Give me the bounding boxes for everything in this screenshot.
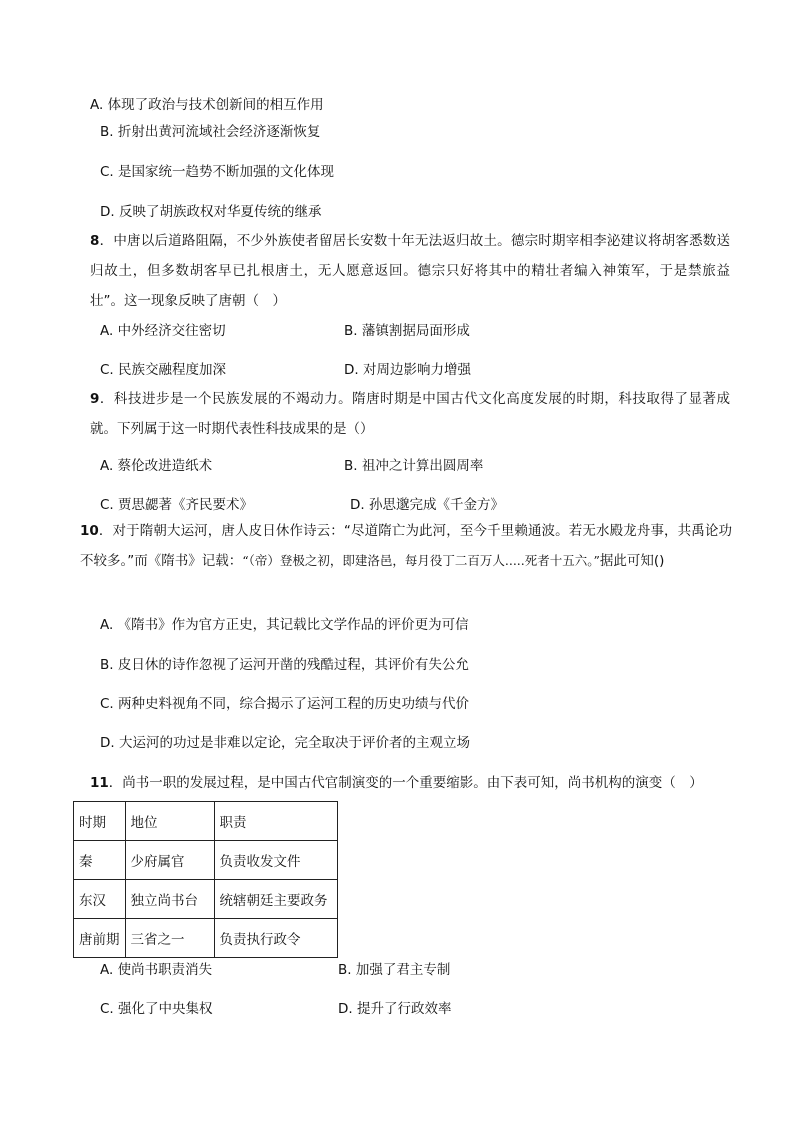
q9-option-a: A. 蔡伦改进造纸术 bbox=[100, 458, 213, 474]
q11-option-b: B. 加强了君主专制 bbox=[338, 962, 451, 978]
table-header-row bbox=[74, 802, 338, 841]
q11-option-d: D. 提升了行政效率 bbox=[338, 1001, 452, 1017]
question-10 bbox=[80, 516, 732, 576]
question-8-stem: ．中唐以后道路阻隔，不少外族使者留居长安数十年无法返归故土。德宗时期宰相李泌建议将胡客悉数送归故土，但多数胡客早已扎根唐土，无人愿意返回。德宗只好将其中的精壮者编入神策军，于是禁旅益壮”。这一现象反映了唐朝（ ） bbox=[90, 233, 730, 309]
table-row bbox=[74, 841, 338, 880]
q11-option-a: A. 使尚书职责消失 bbox=[100, 962, 213, 978]
table-header-duty: 职责 bbox=[214, 802, 337, 841]
q10-option-c: C. 两种史料视角不同，综合揭示了运河工程的历史功绩与代价 bbox=[100, 696, 470, 712]
q7-option-b: B. 折射出黄河流域社会经济逐渐恢复 bbox=[100, 124, 321, 140]
question-8 bbox=[90, 226, 730, 316]
q9-option-d: D. 孙思邈完成《千金方》 bbox=[350, 497, 504, 513]
q8-option-b: B. 藩镇割据局面形成 bbox=[344, 323, 470, 339]
question-9 bbox=[90, 384, 730, 444]
question-9-stem: ．科技进步是一个民族发展的不竭动力。隋唐时期是中国古代文化高度发展的时期，科技取得了显著成就。下列属于这一时期代表性科技成果的是（） bbox=[90, 391, 730, 437]
table-cell: 少府属官 bbox=[125, 841, 214, 880]
q7-option-d: D. 反映了胡族政权对华夏传统的继承 bbox=[100, 204, 322, 220]
q7-option-a: A. 体现了政治与技术创新间的相互作用 bbox=[90, 97, 324, 113]
q7-option-c: C. 是国家统一趋势不断加强的文化体现 bbox=[100, 164, 335, 180]
table-header-period: 时期 bbox=[74, 802, 126, 841]
question-10-number: 10 bbox=[80, 523, 99, 539]
question-11-table bbox=[73, 801, 338, 958]
question-11-stem: ．尚书一职的发展过程，是中国古代官制演变的一个重要缩影。由下表可知，尚书机构的演变（ ） bbox=[108, 775, 703, 791]
table-cell: 独立尚书台 bbox=[125, 880, 214, 919]
table-header-status: 地位 bbox=[125, 802, 214, 841]
table-row bbox=[74, 919, 338, 958]
question-11 bbox=[90, 774, 703, 792]
table-cell: 秦 bbox=[74, 841, 126, 880]
table-cell: 唐前期 bbox=[74, 919, 126, 958]
question-10-stem-a: ．对于隋朝大运河，唐人皮日休作诗云：“尽道隋亡为此河，至今千里赖通波。若无水殿龙舟事，共禹论功不较多。”而《隋书》记载： bbox=[80, 523, 732, 569]
q10-option-a: A. 《隋书》作为官方正史，其记载比文学作品的评价更为可信 bbox=[100, 617, 469, 633]
table-cell: 负责执行政令 bbox=[214, 919, 337, 958]
question-10-stem-c: 据此可知() bbox=[599, 553, 665, 569]
question-8-number: 8 bbox=[90, 233, 100, 249]
question-9-number: 9 bbox=[90, 391, 100, 407]
table-cell: 东汉 bbox=[74, 880, 126, 919]
q9-option-b: B. 祖冲之计算出圆周率 bbox=[344, 458, 484, 474]
table-cell: 负责收发文件 bbox=[214, 841, 337, 880]
q9-option-c: C. 贾思勰著《齐民要术》 bbox=[100, 497, 254, 513]
table-cell: 统辖朝廷主要政务 bbox=[214, 880, 337, 919]
q8-option-d: D. 对周边影响力增强 bbox=[344, 362, 471, 378]
table-row bbox=[74, 880, 338, 919]
q10-option-d: D. 大运河的功过是非难以定论，完全取决于评价者的主观立场 bbox=[100, 735, 470, 751]
q11-option-c: C. 强化了中央集权 bbox=[100, 1001, 213, 1017]
q10-option-b: B. 皮日休的诗作忽视了运河开凿的残酷过程，其评价有失公允 bbox=[100, 657, 469, 673]
question-11-number: 11 bbox=[90, 775, 109, 791]
question-10-stem-b: “（帝）登极之初，即建洛邑，每月役丁二百万人.....死者十五六。” bbox=[242, 553, 600, 568]
table-cell: 三省之一 bbox=[125, 919, 214, 958]
q8-option-a: A. 中外经济交往密切 bbox=[100, 323, 226, 339]
q8-option-c: C. 民族交融程度加深 bbox=[100, 362, 227, 378]
